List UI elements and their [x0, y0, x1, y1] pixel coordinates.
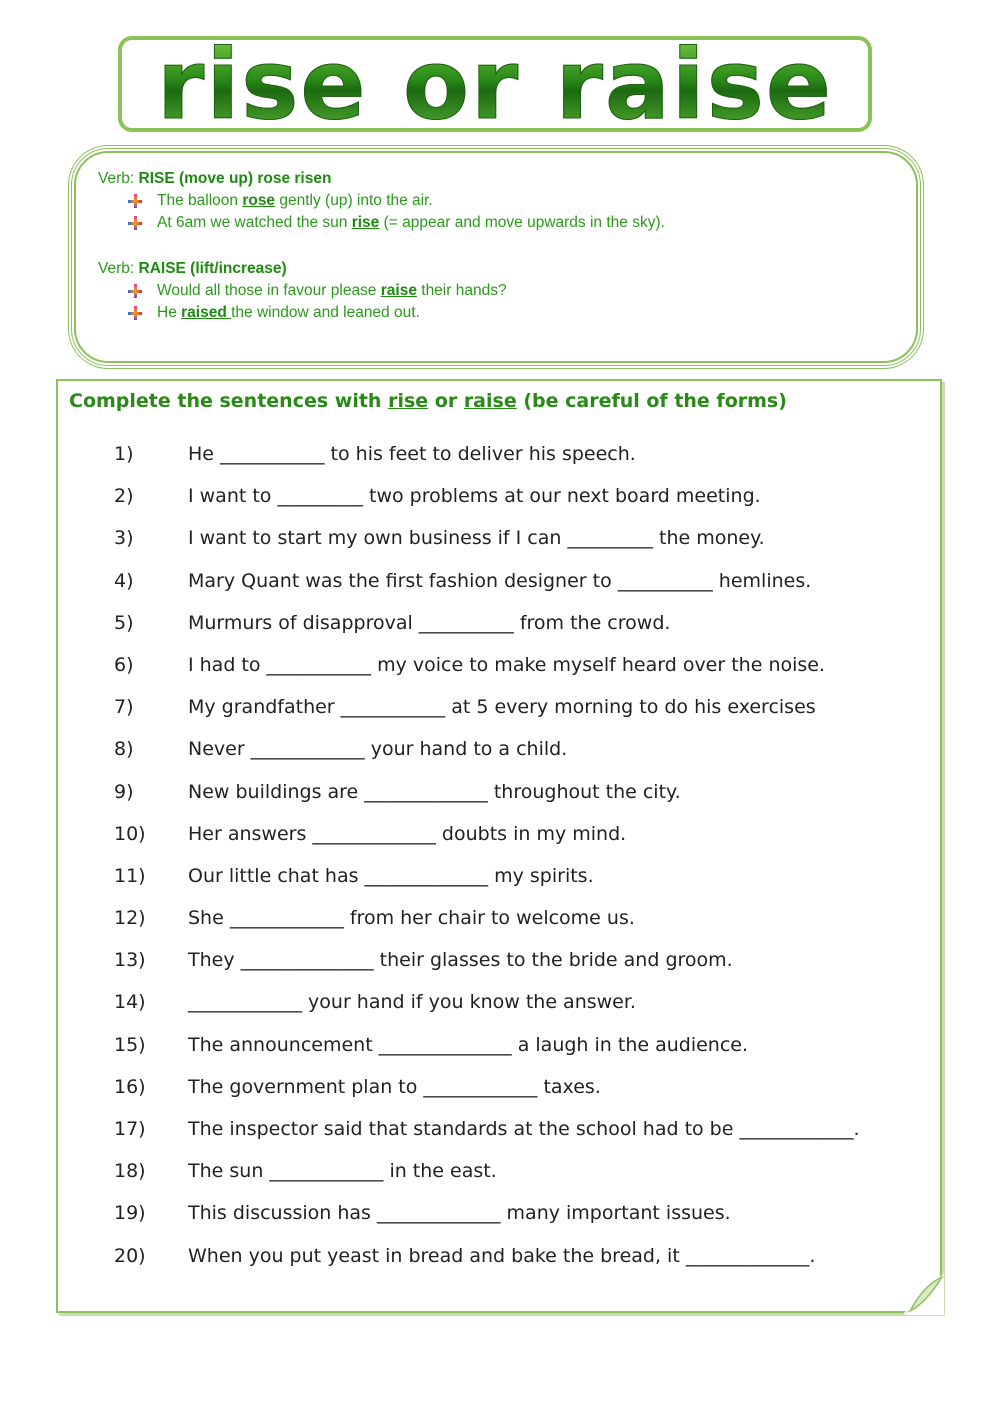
arrow-bullet-icon [128, 284, 142, 298]
arrow-bullet-icon [128, 306, 142, 320]
rise-verb-heading [98, 168, 878, 190]
item-sentence: He ___________ to his feet to deliver his speech. [188, 443, 636, 465]
item-number: 1) [114, 443, 134, 465]
item-number: 14) [114, 991, 146, 1014]
item-number: 10) [114, 822, 146, 845]
item-sentence: When you put yeast in bread and bake the bread, it _____________. [188, 1244, 816, 1267]
item-number: 6) [114, 653, 134, 676]
item-number: 20) [114, 1244, 146, 1267]
item-number: 18) [114, 1160, 146, 1183]
exercise-item [114, 813, 934, 855]
item-number: 3) [114, 527, 134, 550]
page-title: rise or raise [122, 30, 868, 140]
item-sentence: New buildings are _____________ throughout the city. [188, 780, 681, 803]
exercise-item [114, 686, 934, 728]
example-text: Would all those in favour please [157, 282, 381, 299]
exercise-item [114, 644, 934, 686]
item-sentence: The sun ____________ in the east. [188, 1160, 497, 1183]
exercise-item [114, 1192, 934, 1234]
rise-example-1 [128, 190, 878, 212]
item-number: 16) [114, 1075, 146, 1098]
example-text: their hands? [416, 282, 507, 299]
exercise-item [114, 517, 934, 559]
item-sentence: Mary Quant was the first fashion designer to __________ hemlines. [188, 569, 812, 592]
item-sentence: They ______________ their glasses to the bride and groom. [188, 949, 733, 972]
raise-example-2 [128, 302, 878, 324]
item-number: 11) [114, 864, 146, 887]
raise-verb-label: RAISE (lift/increase) [138, 260, 287, 277]
item-sentence: Never ____________ your hand to a child. [188, 738, 568, 761]
exercise-instruction [69, 387, 929, 415]
exercise-item [114, 560, 934, 602]
raise-example-list [98, 280, 878, 324]
item-number: 8) [114, 738, 134, 761]
rise-verb-label: RISE (move up) rose risen [138, 170, 332, 187]
item-number: 4) [114, 569, 134, 592]
exercise-item [114, 1150, 934, 1192]
instruction-text: Complete the sentences with [69, 390, 389, 412]
example-text: He [157, 304, 182, 321]
raise-verb-heading [98, 258, 878, 280]
example-keyword: rose [242, 192, 276, 209]
example-text: (= appear and move upwards in the sky). [379, 214, 665, 231]
item-number: 13) [114, 949, 146, 972]
example-text: The balloon [157, 192, 243, 209]
item-sentence: The government plan to ____________ taxes. [188, 1075, 601, 1098]
item-sentence: The inspector said that standards at the school had to be ____________. [188, 1118, 860, 1140]
item-number: 2) [114, 485, 134, 508]
raise-example-1 [128, 280, 878, 302]
item-number: 7) [114, 696, 134, 719]
exercise-item [114, 602, 934, 644]
item-number: 9) [114, 780, 134, 803]
item-sentence: I want to _________ two problems at our next board meeting. [188, 485, 761, 508]
example-text: gently (up) into the air. [275, 192, 433, 209]
instruction-word-raise: raise [463, 390, 517, 412]
item-sentence: Our little chat has _____________ my spirits. [188, 864, 594, 887]
item-sentence: This discussion has _____________ many important issues. [188, 1202, 731, 1225]
item-number: 17) [114, 1118, 146, 1140]
example-keyword: rise [351, 214, 380, 231]
item-sentence: Her answers _____________ doubts in my mind. [188, 822, 627, 845]
arrow-bullet-icon [128, 194, 142, 208]
instruction-text: (be careful of the forms) [516, 390, 787, 412]
raise-verb-prefix: Verb: [98, 260, 139, 277]
item-sentence: She ____________ from her chair to welcome us. [188, 907, 635, 930]
example-keyword: raise [380, 282, 417, 299]
verb-info-panel [98, 168, 878, 324]
exercise-item [114, 981, 934, 1023]
item-number: 5) [114, 611, 134, 634]
rise-example-2 [128, 212, 878, 234]
exercise-item [114, 475, 934, 517]
exercise-item [114, 433, 934, 475]
exercise-item [114, 1024, 934, 1066]
item-sentence: The announcement ______________ a laugh in the audience. [188, 1033, 749, 1056]
item-number: 12) [114, 907, 146, 930]
item-number: 19) [114, 1202, 146, 1225]
instruction-word-rise: rise [388, 390, 429, 412]
exercise-item [114, 855, 934, 897]
exercise-list [114, 433, 934, 1277]
title-banner [118, 29, 872, 141]
example-text: At 6am we watched the sun [157, 214, 352, 231]
page-curl-icon [904, 1273, 944, 1315]
example-text: the window and leaned out. [231, 304, 420, 321]
exercise-item [114, 897, 934, 939]
item-sentence: I had to ___________ my voice to make myself heard over the noise. [188, 653, 826, 676]
item-sentence: ____________ your hand if you know the answer. [188, 991, 636, 1014]
rise-example-list [98, 190, 878, 234]
exercise-item [114, 771, 934, 813]
exercise-item [114, 728, 934, 770]
example-keyword: raised [181, 304, 232, 321]
rise-verb-prefix: Verb: [98, 170, 139, 187]
item-sentence: Murmurs of disapproval __________ from the crowd. [188, 611, 671, 634]
item-number: 15) [114, 1033, 146, 1056]
exercise-item [114, 939, 934, 981]
exercise-item [114, 1066, 934, 1108]
exercise-item [114, 1235, 934, 1277]
item-sentence: My grandfather ___________ at 5 every morning to do his exercises [188, 696, 816, 719]
exercise-item [114, 1108, 934, 1150]
instruction-text: or [428, 390, 464, 412]
arrow-bullet-icon [128, 216, 142, 230]
item-sentence: I want to start my own business if I can _________ the money. [188, 527, 765, 550]
